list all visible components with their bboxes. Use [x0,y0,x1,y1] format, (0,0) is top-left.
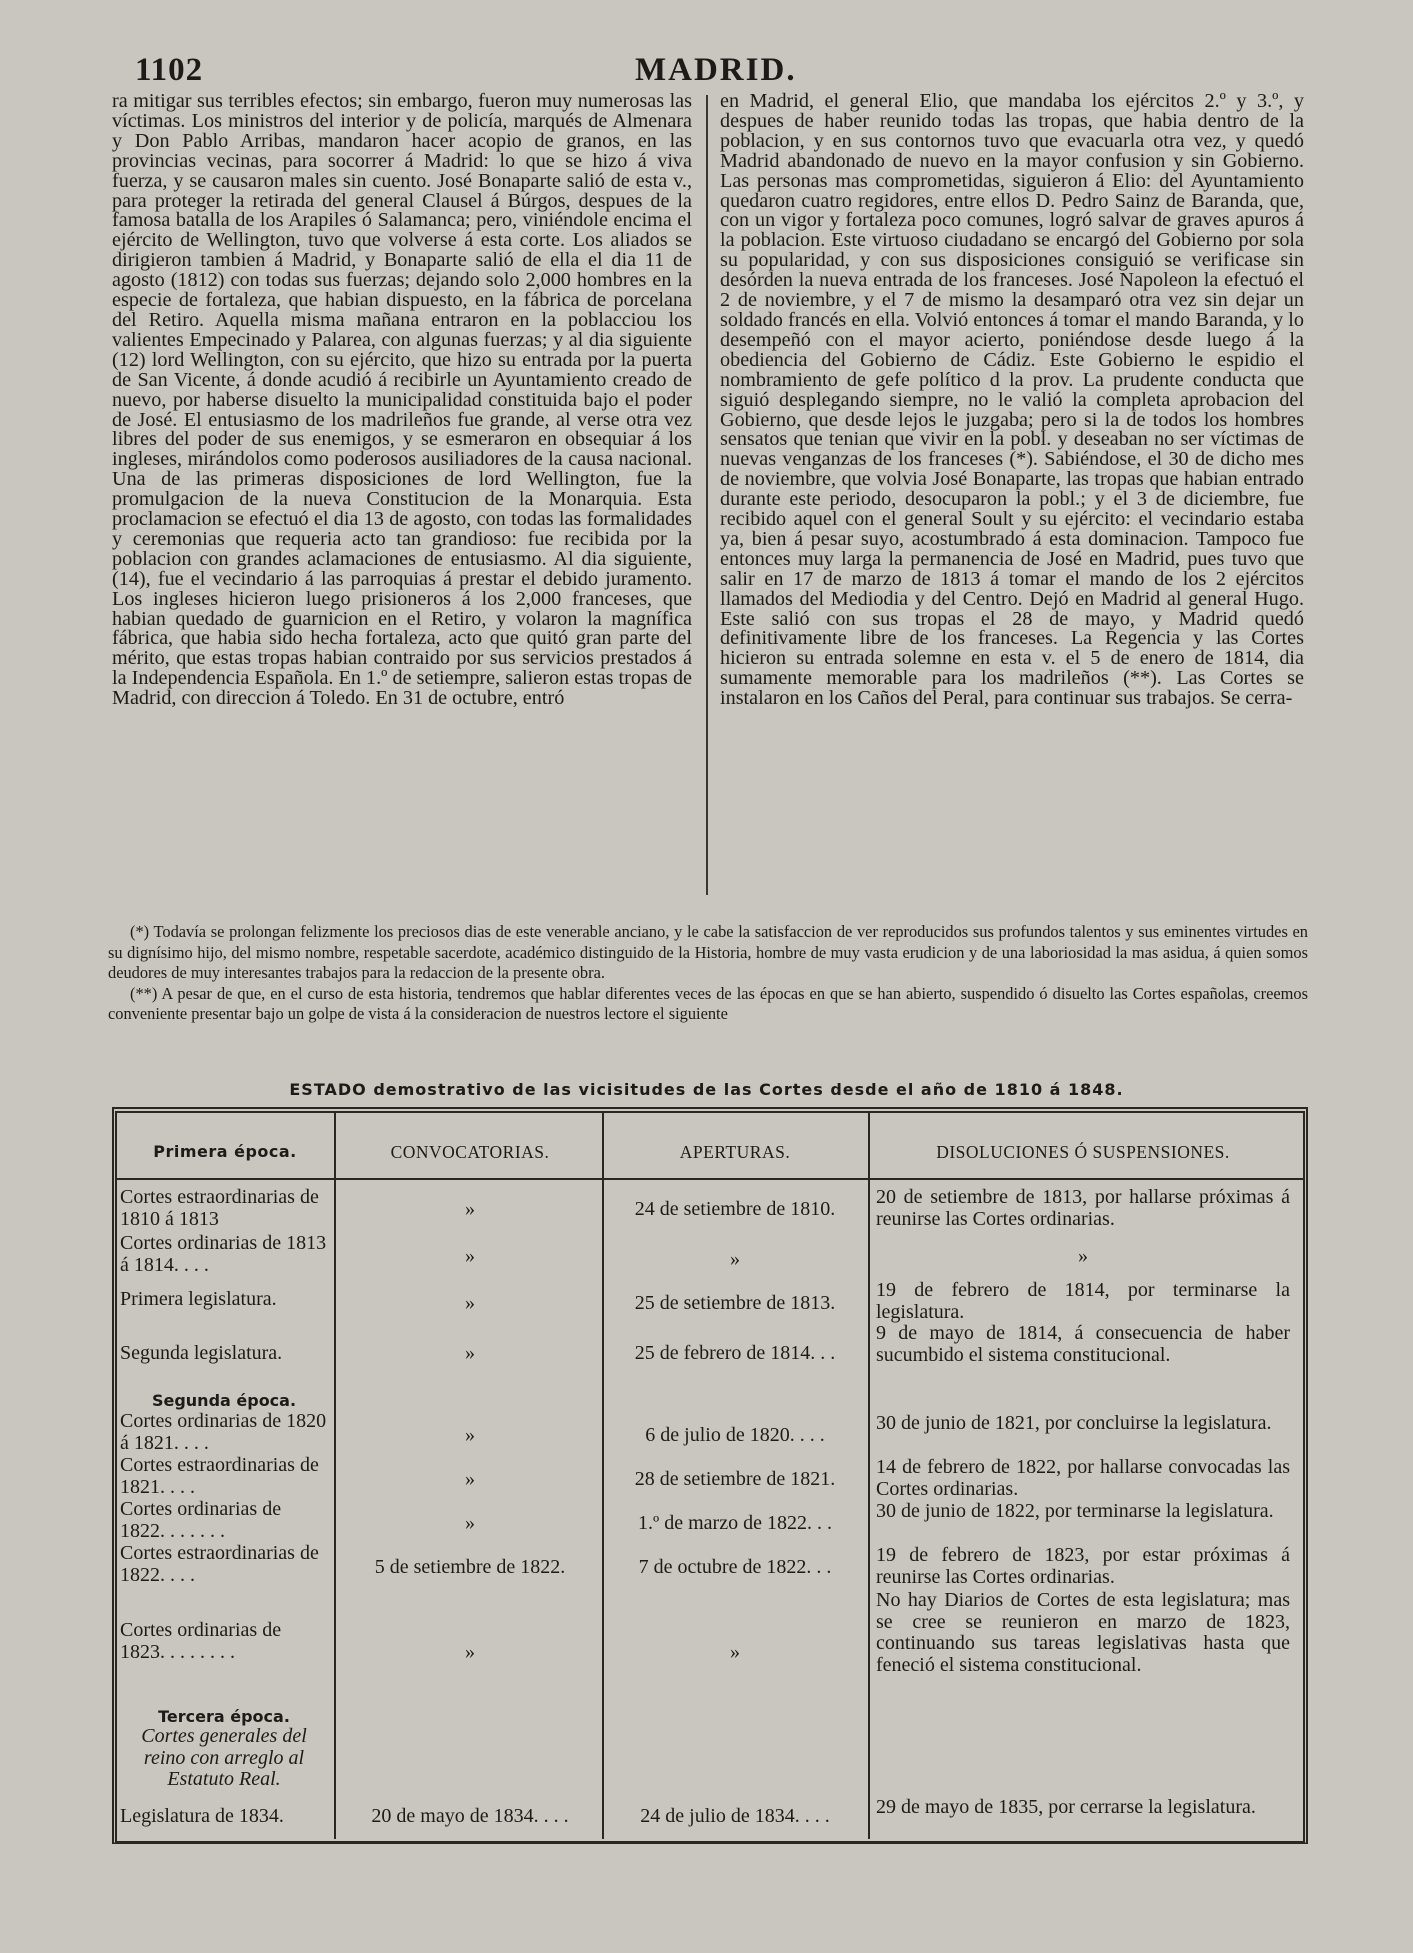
table-cell-apertura: 28 de setiembre de 1821. [634,1468,836,1490]
table-cell-apertura: 24 de setiembre de 1810. [634,1198,836,1220]
right-column-text: en Madrid, el general Elio, que mandaba los ejércitos 2.º y 3.º, y despues de haber reunido todas las tropas, que habia dentro de la poblacion, y en sus contornos tuvo que evacuarla otra vez, y quedó Madrid abandonado de nuevo en la mayor confusion y sin Gobierno. Las personas mas comprometidas, siguieron á Elio: del Ayuntamiento quedaron cuatro regidores, entre ellos D. Pedro Sainz de Baranda, que, con un vigor y fortaleza poco comunes, logró salvar de graves apuros á la poblacion. Este virtuoso ciudadano se encargó del Gobierno por sola su popularidad, y con sus disposiciones consiguió se verificase sin desórden la nueva entrada de los franceses. José Napoleon la efectuó el 2 de noviembre, y el 7 de mismo la desamparó otra vez sin dejar un soldado francés en ella. Volvió entonces á tomar el mando Baranda, y lo desempeñó con el mayor acierto, poniéndose desde luego á la obediencia del Gobierno de Cádiz. Este Gobierno le espidio el nombramiento de gefe político d la prov. La prudente conducta que siguió desplegando siempre, no le valió la completa aprobacion del Gobierno, que desde lejos le juzgaba; pero si la de todos los hombres sensatos que tenian que vivir en la pobl. y deseaban no ser víctimas de nuevas venganzas de los franceses (*). Sabiéndose, el 30 de dicho mes de noviembre, que volvia José Bonaparte, las tropas que habian entrado durante este periodo, desocuparon la pobl.; y el 3 de diciembre, fue recibido aquel con el general Soult y su ejército: el vecindario estaba ya, bien á pesar suyo, acostumbrado á esta dominacion. Tampoco fue entonces muy larga la permanencia de José en Madrid, pues tuvo que salir en 17 de marzo de 1813 á tomar el mando de los 2 ejércitos llamados del Mediodia y del Centro. Dejó en Madrid al general Hugo. Este salió con sus tropas el 28 de mayo, y Madrid quedó definitivamente libre de los franceses. La Regencia y las Cortes hicieron su entrada solemne en esta v. el 5 de enero de 1814, dia sumamente memorable para los madrileños (**). Las Cortes se instalaron en los Caños del Peral, para continuar sus trabajos. Se cerra- [720,92,1304,710]
column-divider [706,95,708,895]
table-cell-apertura: 6 de julio de 1820. . . . [645,1424,825,1446]
table-cell-apertura: 1.º de marzo de 1822. . . [638,1512,832,1534]
table-col-divider [602,1112,604,1839]
epoch-label: Segunda época. [151,1391,297,1410]
table-cell-apertura: 25 de febrero de 1814. . . [634,1342,836,1364]
table-header-aperturas: APERTURAS. [679,1142,791,1162]
table-cell-name: Cortes ordinarias de 1820 á 1821. . . . [120,1410,327,1454]
table-cell-name: Segunda legislatura. [120,1342,283,1364]
table-cell-disolucion: 19 de febrero de 1814, por terminarse la legislatura. [876,1279,1290,1323]
table-header-epoch: Primera época. [153,1142,297,1161]
table-cell-disolucion: 30 de junio de 1821, por concluirse la legislatura. [876,1412,1272,1434]
epoch-subtitle: Cortes generales del reino con arreglo al Estatuto Real. [141,1725,307,1790]
table-cell-convocatoria: » [465,1198,475,1220]
table-cell-apertura: » [730,1248,740,1270]
table-col-divider [334,1112,336,1839]
table-cell-name: Cortes ordinarias de 1822. . . . . . . [120,1498,282,1542]
page-number: 1102 [135,52,204,88]
left-column-text: ra mitigar sus terribles efectos; sin embargo, fueron muy numerosas las víctimas. Los ministros del interior y de policía, marqués de Almenara y Don Pablo Arribas, mandaron hacer acopio de granos, en las provincias vecinas, para socorrer á Madrid: lo que se hizo á viva fuerza, y se causaron males sin cuento. José Bonaparte salió de esta v., para proteger la retirada del general Clausel á Búrgos, despues de la famosa batalla de los Arapiles ó Salamanca; pero, viniéndole encima el ejército de Wellington, tuvo que volverse á esta corte. Los aliados se dirigieron tambien á Madrid, y Bonaparte salió de ella el dia 11 de agosto (1812) con todas sus fuerzas; dejando solo 2,000 hombres en la especie de fortaleza, que habian dispuesto, en la fábrica de porcelana del Retiro. Aquella misma mañana entraron en la poblacciou los valientes Empecinado y Palarea, con algunas fuerzas; y al dia siguiente (12) lord Wellington, con su ejército, que hizo su entrada por la puerta de San Vicente, á donde acudió á recibirle un Ayuntamiento creado de nuevo, por haberse disuelto la municipalidad constituida bajo el poder de José. El entusiasmo de los madrileños fue grande, al verse otra vez libres del poder de sus enemigos, y se esmeraron en obsequiar á los ingleses, mirándolos como poderosos ausiliadores de la causa nacional. Una de las primeras disposiciones de lord Wellington, fue la promulgacion de la nueva Constitucion de la Monarquia. Esta proclamacion se efectuó el dia 13 de agosto, con todas las formalidades y ceremonias que requeria acto tan grandioso: fue recibida por la poblacion con grandes aclamaciones de entusiasmo. Al dia siguiente, (14), fue el vecindario á las parroquias á prestar el debido juramento. Los ingleses hicieron luego prisioneros á los 2,000 franceses, que habian quedado de guarnicion en el Retiro, y volaron la magnífica fábrica, que habia sido hecha fortaleza, acto que quitó gran parte del mérito, que estas tropas habian contraido por sus servicios prestados á la Independencia Española. En 1.º de setiempre, salieron estas tropas de Madrid, con direccion á Toledo. En 31 de octubre, entró [112,92,692,710]
table-header-disoluciones: DISOLUCIONES Ó SUSPENSIONES. [936,1142,1230,1162]
table-header-convocatorias: CONVOCATORIAS. [390,1142,550,1162]
table-cell-apertura: 24 de julio de 1834. . . . [640,1805,830,1827]
table-cell-convocatoria: » [465,1245,475,1267]
table-header-rule [117,1178,1303,1180]
page-title: MADRID. [635,52,797,88]
table-cell-disolucion: 19 de febrero de 1823, por estar próximas á reunirse las Cortes ordinarias. [876,1544,1290,1588]
table-cell-convocatoria: 20 de mayo de 1834. . . . [371,1805,569,1827]
table-cell-disolucion: 20 de setiembre de 1813, por hallarse próximas á reunirse las Cortes ordinarias. [876,1186,1290,1230]
footnote-1: (*) Todavía se prolongan felizmente los preciosos dias de este venerable anciano, y le cabe la satisfaccion de ver reproducidos sus profundos talentos y sus eminentes virtudes en su dignísimo hijo, del mismo nombre, respetable sacerdote, académico distinguido de la Historia, hombre de muy vasta erudicion y de una laboriosidad la mas asidua, á quien somos deudores de muy interesantes trabajos para la redaccion de la presente obra. [108,922,1308,983]
table-col-divider [868,1112,870,1839]
table-cell-name: Legislatura de 1834. [120,1805,284,1827]
table-cell-name: Cortes estraordinarias de 1810 á 1813 [120,1186,319,1230]
table-cell-convocatoria: » [465,1512,475,1534]
table-cell-convocatoria: 5 de setiembre de 1822. [374,1556,566,1578]
table-cell-convocatoria: » [465,1342,475,1364]
table-cell-apertura: » [730,1641,740,1663]
table-cell-disolucion: No hay Diarios de Cortes de esta legislatura; mas se cree se reunieron en marzo de 1823, continuando sus tareas legislativas hasta que feneció el sistema constitucional. [876,1589,1290,1676]
table-cell-convocatoria: » [465,1292,475,1314]
table-cell-name: Primera legislatura. [120,1288,277,1310]
table-cell-name: Cortes estraordinarias de 1822. . . . [120,1542,319,1586]
table-cell-name: Cortes estraordinarias de 1821. . . . [120,1454,319,1498]
table-cell-name: Cortes ordinarias de 1823. . . . . . . . [120,1619,282,1663]
table-title: ESTADO demostrativo de las vicisitudes de las Cortes desde el año de 1810 á 1848. [289,1080,1124,1099]
table-cell-name: Cortes ordinarias de 1813 á 1814. . . . [120,1232,327,1276]
text-column-left [112,92,692,902]
running-head [0,52,1413,92]
text-column-right [720,92,1304,902]
table-cell-apertura: 7 de octubre de 1822. . . [638,1556,832,1578]
footnotes [108,922,1308,1025]
table-cell-apertura: 25 de setiembre de 1813. [634,1292,836,1314]
epoch-label: Tercera época. [158,1707,290,1726]
footnote-2: (**) A pesar de que, en el curso de esta historia, tendremos que hablar diferentes veces de las épocas en que se han abierto, suspendido ó disuelto las Cortes españolas, creemos conveniente presentar bajo un golpe de vista á la consideracion de nuestros lectore el siguiente [108,983,1308,1024]
table-cell-convocatoria: » [465,1641,475,1663]
table-cell-disolucion: 9 de mayo de 1814, á consecuencia de haber sucumbido el sistema constitucional. [876,1322,1290,1366]
table-cell-disolucion: 29 de mayo de 1835, por cerrarse la legislatura. [876,1796,1256,1818]
table-cell-convocatoria: » [465,1424,475,1446]
table-cell-convocatoria: » [465,1468,475,1490]
table-cell-disolucion: » [1078,1245,1088,1267]
table-cell-disolucion: 14 de febrero de 1822, por hallarse convocadas las Cortes ordinarias. [876,1456,1290,1500]
table-cell-disolucion: 30 de junio de 1822, por terminarse la legislatura. [876,1500,1274,1522]
